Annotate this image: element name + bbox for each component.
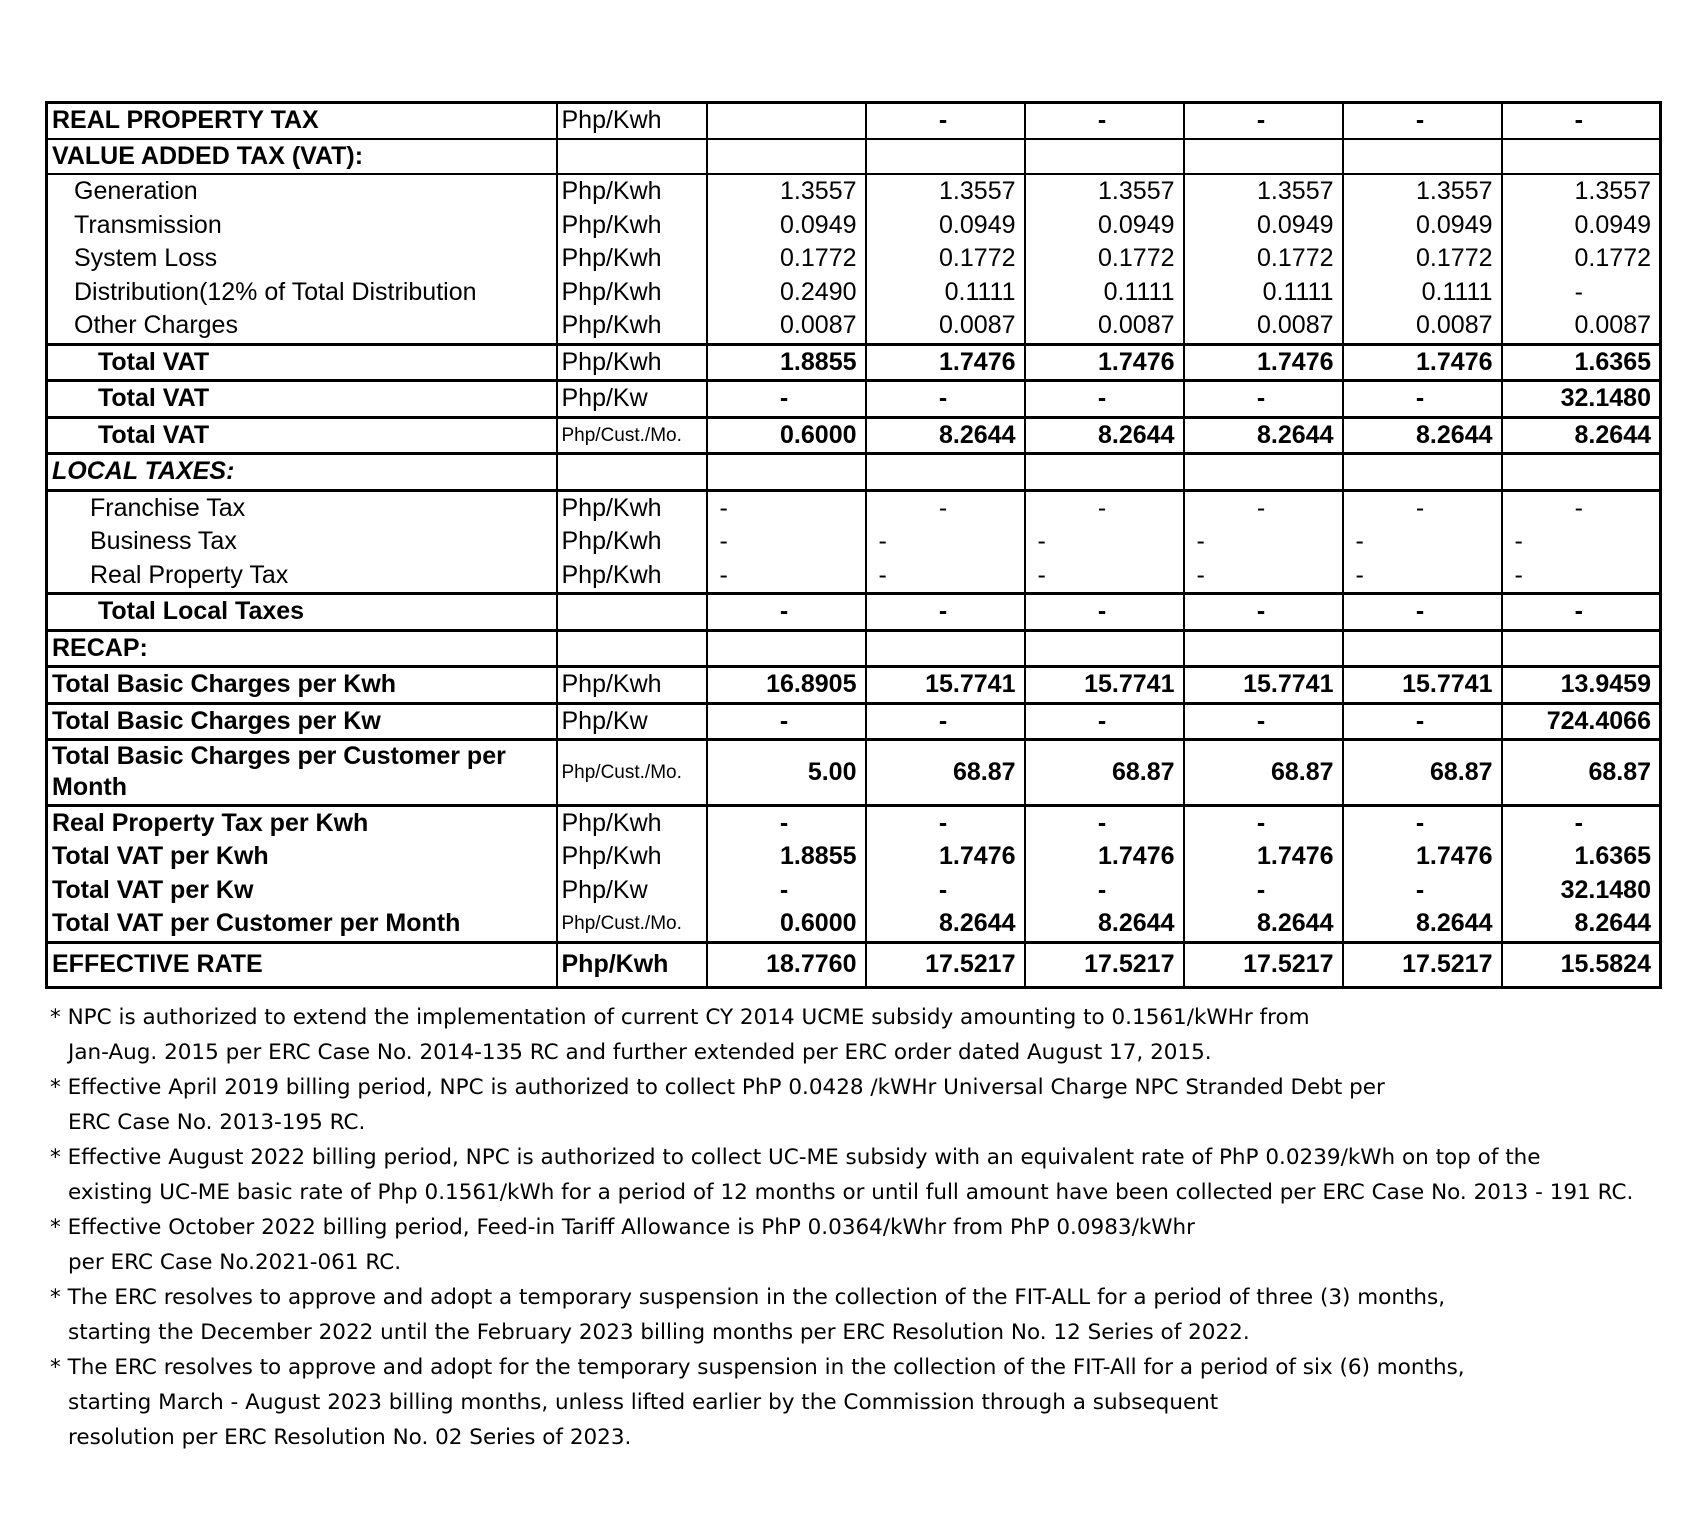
footnote-line: * The ERC resolves to approve and adopt for the temporary suspension in the collection of the FIT-All for a period of six (6) months, [50, 1355, 1465, 1380]
row-label: System Loss [47, 242, 557, 276]
row-value: - [707, 490, 866, 525]
row-value: - [1184, 103, 1343, 139]
footnote [50, 1070, 1670, 1140]
row-value [1502, 630, 1661, 667]
footnote [50, 1000, 1670, 1070]
row-label: Business Tax [47, 525, 557, 559]
row-label: Total Basic Charges per Kw [47, 703, 557, 740]
row-value: - [1025, 805, 1184, 840]
row-unit: Php/Kwh [557, 242, 707, 276]
row-value: - [1184, 381, 1343, 418]
row-value: 0.0949 [1343, 209, 1502, 243]
row-value: 16.8905 [707, 667, 866, 704]
row-value: 0.0087 [707, 309, 866, 344]
row-value: 15.7741 [1025, 667, 1184, 704]
row-value: 8.2644 [866, 907, 1025, 942]
row-value: 1.8855 [707, 840, 866, 874]
row-value: 5.00 [707, 740, 866, 806]
footnotes [50, 1000, 1670, 1455]
footnote-line: * Effective April 2019 billing period, NPC is authorized to collect PhP 0.0428 /kWHr Universal Charge NPC Stranded Debt per [50, 1075, 1385, 1100]
row-value: - [1343, 103, 1502, 139]
row-label: Total Basic Charges per Customer per Month [47, 740, 557, 806]
row-value: - [1025, 559, 1184, 594]
row-value: 0.1772 [1184, 242, 1343, 276]
footnote [50, 1210, 1670, 1280]
row-value: 1.7476 [866, 840, 1025, 874]
row-value: 13.9459 [1502, 667, 1661, 704]
row-label: Real Property Tax [47, 559, 557, 594]
row-label: Generation [47, 174, 557, 209]
row-value: - [866, 805, 1025, 840]
row-value [1343, 139, 1502, 175]
row-value: 0.1111 [1184, 276, 1343, 310]
row-value: 8.2644 [1343, 907, 1502, 942]
row-value: - [1025, 874, 1184, 908]
row-value: - [1343, 525, 1502, 559]
row-unit: Php/Kwh [557, 840, 707, 874]
table-row [47, 103, 1661, 139]
row-unit: Php/Kwh [557, 103, 707, 139]
row-value: 0.0949 [866, 209, 1025, 243]
row-value: - [707, 381, 866, 418]
footnote-line: * The ERC resolves to approve and adopt a temporary suspension in the collection of the FIT-ALL for a period of three (3) months, [50, 1285, 1446, 1310]
row-value [1343, 630, 1502, 667]
row-value: 8.2644 [1343, 417, 1502, 454]
row-value: 0.1772 [866, 242, 1025, 276]
row-value: 0.1772 [1025, 242, 1184, 276]
table-row [47, 454, 1661, 491]
row-value: - [1184, 490, 1343, 525]
row-value: - [1025, 594, 1184, 631]
row-value: 8.2644 [1184, 417, 1343, 454]
row-value: - [1343, 874, 1502, 908]
row-value: - [707, 559, 866, 594]
row-value: - [707, 703, 866, 740]
row-value: 0.6000 [707, 417, 866, 454]
row-value: 1.3557 [1184, 174, 1343, 209]
row-value: - [1343, 381, 1502, 418]
table-row [47, 703, 1661, 740]
row-unit: Php/Kwh [557, 805, 707, 840]
row-label: Distribution(12% of Total Distribution [47, 276, 557, 310]
row-value: 0.1772 [707, 242, 866, 276]
table-row [47, 874, 1661, 908]
row-unit: Php/Cust./Mo. [557, 907, 707, 942]
row-value: 1.3557 [1343, 174, 1502, 209]
row-value [1502, 454, 1661, 491]
table-row [47, 630, 1661, 667]
row-value: - [1025, 703, 1184, 740]
row-value: 17.5217 [1025, 942, 1184, 987]
row-label: EFFECTIVE RATE [47, 942, 557, 987]
row-value: 1.8855 [707, 344, 866, 381]
row-value: 0.2490 [707, 276, 866, 310]
row-unit: Php/Kw [557, 381, 707, 418]
row-value: - [707, 874, 866, 908]
row-value: - [1025, 103, 1184, 139]
row-value: - [866, 381, 1025, 418]
row-value [707, 454, 866, 491]
footnote-continuation: existing UC-ME basic rate of Php 0.1561/kWh for a period of 12 months or until full amount have been collected per ERC Case No. 2013 - 191 RC. [68, 1180, 1634, 1205]
row-value: 0.1111 [866, 276, 1025, 310]
row-value: 1.7476 [1343, 344, 1502, 381]
row-value: - [1184, 805, 1343, 840]
footnote [50, 1350, 1670, 1455]
row-value: - [1502, 103, 1661, 139]
row-value: - [1502, 276, 1661, 310]
table-row [47, 381, 1661, 418]
row-value: - [707, 805, 866, 840]
row-value: 0.1111 [1025, 276, 1184, 310]
table-row [47, 209, 1661, 243]
row-label: Franchise Tax [47, 490, 557, 525]
row-value: - [1502, 805, 1661, 840]
row-unit: Php/Kwh [557, 667, 707, 704]
table-row [47, 525, 1661, 559]
row-label: LOCAL TAXES: [47, 454, 557, 491]
row-value: 8.2644 [1025, 417, 1184, 454]
row-value: - [866, 559, 1025, 594]
row-unit: Php/Kwh [557, 276, 707, 310]
row-value: - [1184, 874, 1343, 908]
table-row [47, 309, 1661, 344]
row-value: 32.1480 [1502, 381, 1661, 418]
row-value: 0.0087 [1184, 309, 1343, 344]
row-value [707, 139, 866, 175]
row-value: - [866, 594, 1025, 631]
footnote-line: * Effective October 2022 billing period, Feed-in Tariff Allowance is PhP 0.0364/kWhr from PhP 0.0983/kWhr [50, 1215, 1196, 1240]
row-value: 1.3557 [707, 174, 866, 209]
rate-table-body [47, 103, 1661, 988]
row-value: 0.0949 [1184, 209, 1343, 243]
row-value: 0.1111 [1343, 276, 1502, 310]
table-row [47, 276, 1661, 310]
row-value: 8.2644 [1502, 907, 1661, 942]
row-value: 17.5217 [1184, 942, 1343, 987]
row-value: 15.7741 [1343, 667, 1502, 704]
row-value: 0.0949 [1025, 209, 1184, 243]
footnote [50, 1140, 1670, 1210]
footnote-continuation: per ERC Case No.2021-061 RC. [68, 1250, 402, 1275]
row-value: 0.0087 [1502, 309, 1661, 344]
row-value: 68.87 [1343, 740, 1502, 806]
row-value: 1.7476 [1343, 840, 1502, 874]
row-value: - [1184, 525, 1343, 559]
table-row [47, 667, 1661, 704]
row-value [866, 630, 1025, 667]
table-row [47, 417, 1661, 454]
row-value: - [866, 525, 1025, 559]
row-value: - [1025, 525, 1184, 559]
row-value: 0.0949 [1502, 209, 1661, 243]
row-label: RECAP: [47, 630, 557, 667]
row-value: - [1502, 525, 1661, 559]
row-unit: Php/Kwh [557, 942, 707, 987]
row-label: Total Local Taxes [47, 594, 557, 631]
table-row [47, 490, 1661, 525]
row-value: - [1184, 703, 1343, 740]
row-value: - [866, 703, 1025, 740]
row-value: 68.87 [1184, 740, 1343, 806]
row-value: - [1502, 490, 1661, 525]
row-label: VALUE ADDED TAX (VAT): [47, 139, 557, 175]
footnote-continuation: resolution per ERC Resolution No. 02 Series of 2023. [68, 1425, 632, 1450]
row-value: - [707, 525, 866, 559]
row-value: - [1343, 490, 1502, 525]
row-value [866, 139, 1025, 175]
row-value: 1.7476 [1184, 840, 1343, 874]
row-value: 1.6365 [1502, 840, 1661, 874]
row-value: - [1025, 490, 1184, 525]
table-row [47, 740, 1661, 806]
row-value: - [1502, 559, 1661, 594]
rate-table [45, 101, 1662, 989]
row-value: 17.5217 [1343, 942, 1502, 987]
row-label: Total Basic Charges per Kwh [47, 667, 557, 704]
row-unit: Php/Kwh [557, 490, 707, 525]
row-value: - [1184, 559, 1343, 594]
table-row [47, 840, 1661, 874]
row-unit: Php/Kw [557, 703, 707, 740]
row-value: 8.2644 [866, 417, 1025, 454]
row-value: 1.6365 [1502, 344, 1661, 381]
row-value [1025, 630, 1184, 667]
table-row [47, 344, 1661, 381]
table-row [47, 559, 1661, 594]
table-row [47, 594, 1661, 631]
table-row [47, 805, 1661, 840]
row-unit [557, 594, 707, 631]
row-unit: Php/Kwh [557, 344, 707, 381]
row-value: 8.2644 [1502, 417, 1661, 454]
row-value: 1.3557 [866, 174, 1025, 209]
footnote-line: * Effective August 2022 billing period, NPC is authorized to collect UC-ME subsidy with an equivalent rate of PhP 0.0239/kWh on top of the [50, 1145, 1541, 1170]
row-unit: Php/Cust./Mo. [557, 417, 707, 454]
footnote-continuation: starting the December 2022 until the February 2023 billing months per ERC Resolution No. 12 Series of 2022. [68, 1320, 1250, 1345]
row-value: 68.87 [1502, 740, 1661, 806]
row-value: 724.4066 [1502, 703, 1661, 740]
row-unit: Php/Kwh [557, 174, 707, 209]
table-row [47, 242, 1661, 276]
row-unit: Php/Cust./Mo. [557, 740, 707, 806]
row-value: 0.0087 [866, 309, 1025, 344]
row-value [1184, 139, 1343, 175]
row-unit [557, 454, 707, 491]
row-value: - [1025, 381, 1184, 418]
footnote-line: * NPC is authorized to extend the implementation of current CY 2014 UCME subsidy amounting to 0.1561/kWHr from [50, 1005, 1310, 1030]
footnote-continuation: ERC Case No. 2013-195 RC. [68, 1110, 366, 1135]
row-value [1184, 630, 1343, 667]
row-value: 1.7476 [1025, 840, 1184, 874]
row-value: 15.5824 [1502, 942, 1661, 987]
row-value: 8.2644 [1184, 907, 1343, 942]
row-value: 0.6000 [707, 907, 866, 942]
row-value: 0.1772 [1502, 242, 1661, 276]
row-value: 32.1480 [1502, 874, 1661, 908]
row-value: - [1343, 805, 1502, 840]
table-row [47, 139, 1661, 175]
row-value [707, 103, 866, 139]
row-value: - [1343, 703, 1502, 740]
row-value [1502, 139, 1661, 175]
row-value: 1.3557 [1025, 174, 1184, 209]
row-value: - [707, 594, 866, 631]
row-value: 68.87 [866, 740, 1025, 806]
row-value [1343, 454, 1502, 491]
row-label: Real Property Tax per Kwh [47, 805, 557, 840]
row-unit: Php/Kwh [557, 559, 707, 594]
row-value: - [1343, 559, 1502, 594]
row-value: 8.2644 [1025, 907, 1184, 942]
row-label: Total VAT per Customer per Month [47, 907, 557, 942]
row-unit [557, 139, 707, 175]
row-value: - [866, 103, 1025, 139]
table-row [47, 907, 1661, 942]
row-label: Total VAT [47, 344, 557, 381]
row-label: Total VAT per Kw [47, 874, 557, 908]
row-value [1025, 454, 1184, 491]
row-value [1025, 139, 1184, 175]
row-value: 17.5217 [866, 942, 1025, 987]
footnote-continuation: Jan-Aug. 2015 per ERC Case No. 2014-135 RC and further extended per ERC order dated August 17, 2015. [68, 1040, 1212, 1065]
row-value: 0.0087 [1025, 309, 1184, 344]
footnote-continuation: starting March - August 2023 billing months, unless lifted earlier by the Commission through a subsequent [68, 1390, 1219, 1415]
row-label: REAL PROPERTY TAX [47, 103, 557, 139]
row-label: Total VAT [47, 417, 557, 454]
row-label: Other Charges [47, 309, 557, 344]
row-value [707, 630, 866, 667]
row-value: 0.1772 [1343, 242, 1502, 276]
row-value: 15.7741 [1184, 667, 1343, 704]
row-value: 68.87 [1025, 740, 1184, 806]
row-label: Total VAT [47, 381, 557, 418]
row-value: 1.3557 [1502, 174, 1661, 209]
row-unit [557, 630, 707, 667]
footnote [50, 1280, 1670, 1350]
row-value: - [1343, 594, 1502, 631]
row-value: 1.7476 [1025, 344, 1184, 381]
row-label: Total VAT per Kwh [47, 840, 557, 874]
row-value: - [1184, 594, 1343, 631]
row-value: - [866, 874, 1025, 908]
row-label: Transmission [47, 209, 557, 243]
row-value: 15.7741 [866, 667, 1025, 704]
table-row [47, 942, 1661, 987]
row-value: - [1502, 594, 1661, 631]
row-unit: Php/Kwh [557, 525, 707, 559]
row-value: - [866, 490, 1025, 525]
row-unit: Php/Kw [557, 874, 707, 908]
row-value [866, 454, 1025, 491]
row-unit: Php/Kwh [557, 309, 707, 344]
row-value: 1.7476 [866, 344, 1025, 381]
row-value: 1.7476 [1184, 344, 1343, 381]
row-value: 18.7760 [707, 942, 866, 987]
row-value: 0.0949 [707, 209, 866, 243]
row-value: 0.0087 [1343, 309, 1502, 344]
row-unit: Php/Kwh [557, 209, 707, 243]
row-value [1184, 454, 1343, 491]
table-row [47, 174, 1661, 209]
